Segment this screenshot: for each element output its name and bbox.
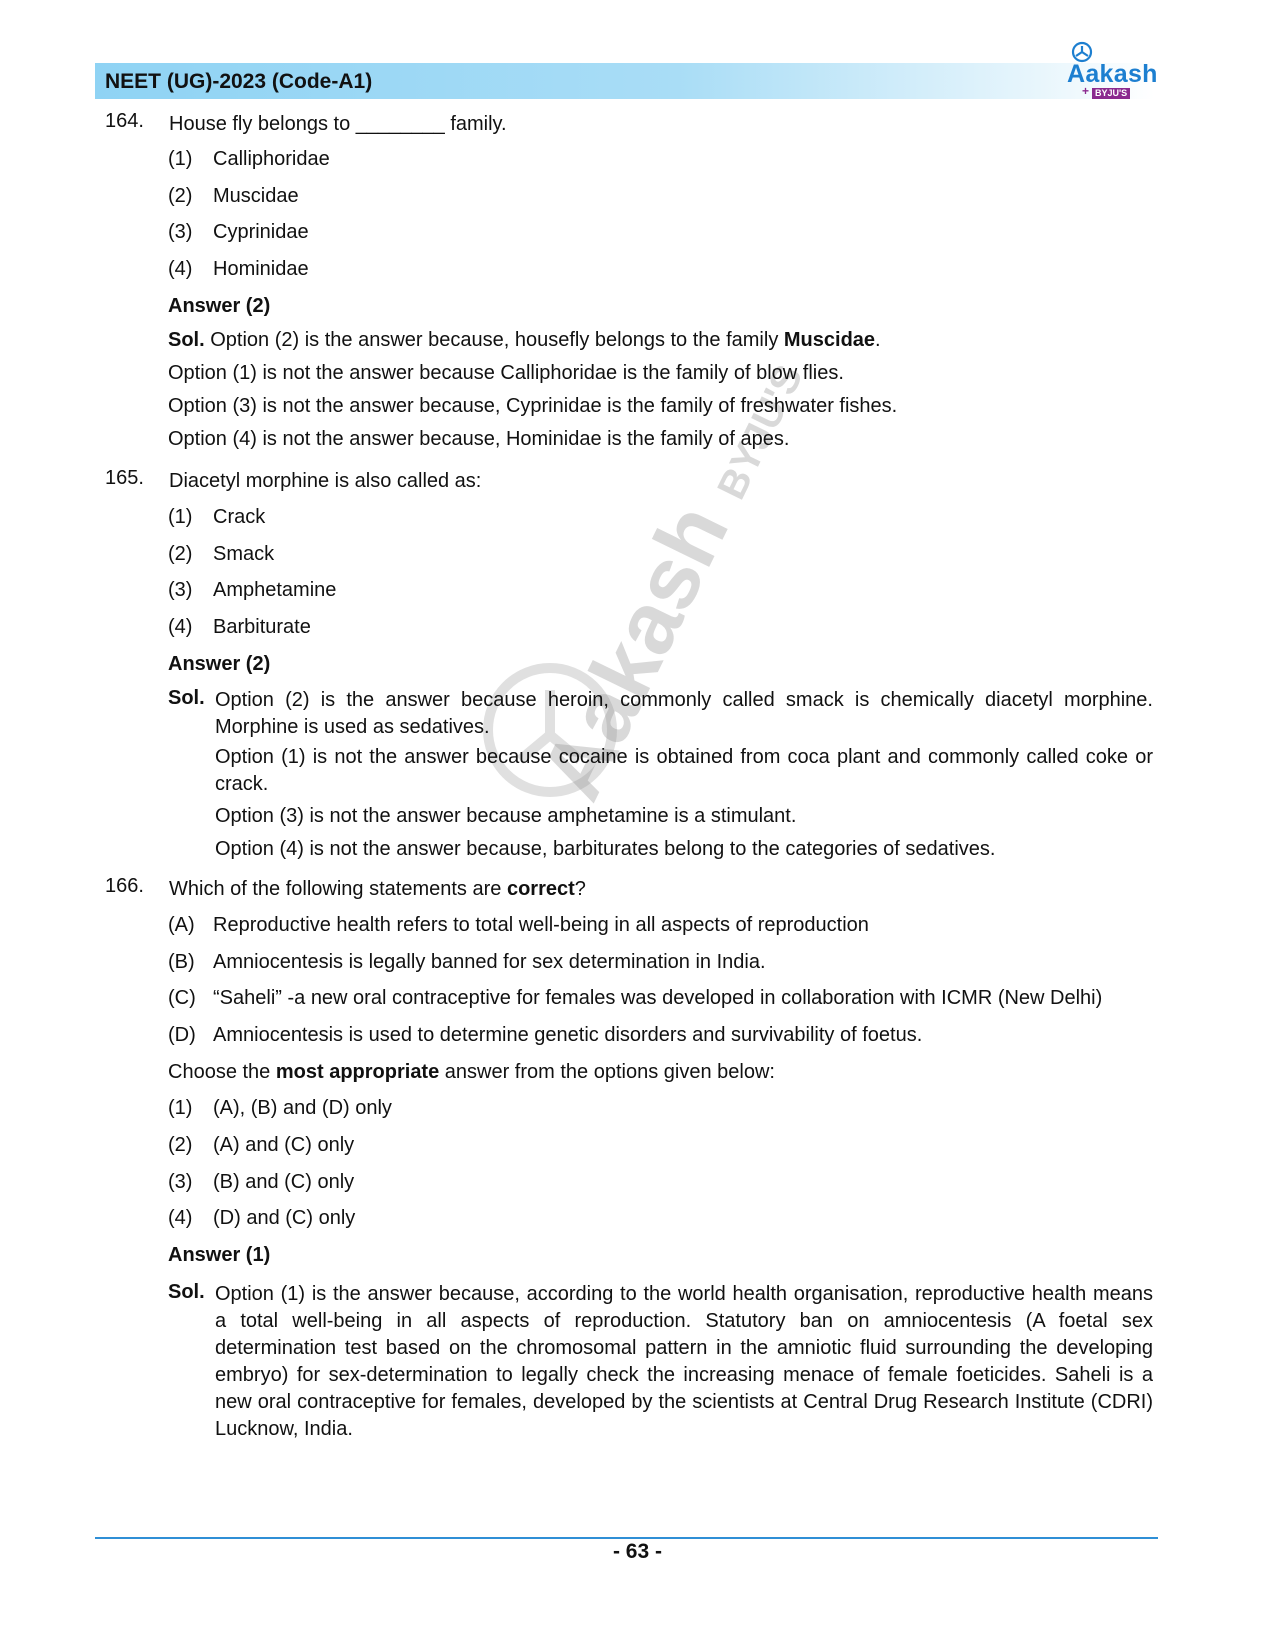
watermark-text: Aakash BYJU'S: [520, 358, 812, 814]
solution-166-text: Option (1) is the answer because, according to the world health organisation, reproductive health means a total well-being in all aspects of reproduction. Statutory ban on amniocentesis (A foetal sex determination test based on the chromosomal pattern in the amniotic fluid surrounding the developing embryo) for sex-determination to legally check the increasing menace of female foeticides. Saheli is a new oral contraceptive for females, developed by the scientists at Central Drug Research Institute (CDRI) Lucknow, India.: [215, 1283, 1153, 1440]
solution-165-para-4: Option (4) is not the answer because, barbiturates belong to the categories of sedatives.: [215, 838, 996, 860]
page-number: - 63 -: [612, 1540, 662, 1563]
option-164-4: (4) Hominidae: [168, 258, 309, 280]
solution-164: Sol. Option (2) is the answer because, housefly belongs to the family Muscidae.: [168, 329, 881, 351]
logo-badge: BYJU'S: [1092, 88, 1130, 99]
solution-165-para-3: Option (3) is not the answer because amphetamine is a stimulant.: [215, 805, 797, 827]
option-166-3: (3) (B) and (C) only: [168, 1171, 355, 1193]
question-number: 165.: [105, 467, 144, 489]
option-165-2: (2) Smack: [168, 543, 275, 565]
statement-C: (C) “Saheli” -a new oral contraceptive for females was developed in collaboration with ICMR (New Delhi): [168, 987, 1103, 1009]
solution-165-para-1: Option (2) is the answer because heroin, commonly called smack is chemically diacetyl morphine. Morphine is used as sedatives.: [215, 689, 1153, 738]
option-165-4: (4) Barbiturate: [168, 616, 311, 638]
solution-165-para-2: Option (1) is not the answer because cocaine is obtained from coca plant and commonly called coke or crack.: [215, 746, 1153, 795]
option-164-1: (1) Calliphoridae: [168, 148, 330, 170]
logo-text: Aakash: [1067, 60, 1158, 88]
footer-rule: [95, 1537, 1158, 1539]
answer-164: Answer (2): [168, 295, 271, 317]
option-166-1: (1) (A), (B) and (D) only: [168, 1097, 392, 1119]
option-164-2: (2) Muscidae: [168, 185, 299, 207]
page-header-title: NEET (UG)-2023 (Code-A1): [105, 70, 373, 93]
choose-instruction: Choose the most appropriate answer from the options given below:: [168, 1061, 775, 1083]
statement-A: (A) Reproductive health refers to total well-being in all aspects of reproduction: [168, 914, 869, 936]
option-165-1: (1) Crack: [168, 506, 266, 528]
statement-B: (B) Amniocentesis is legally banned for sex determination in India.: [168, 951, 766, 973]
question-number: 164.: [105, 110, 144, 132]
solution-164-line-2: Option (3) is not the answer because, Cyprinidae is the family of freshwater fishes.: [168, 395, 898, 417]
solution-label: Sol.: [168, 687, 205, 709]
question-text: Diacetyl morphine is also called as:: [169, 470, 482, 492]
logo-plus: +: [1082, 84, 1090, 98]
answer-165: Answer (2): [168, 653, 271, 675]
statement-D: (D) Amniocentesis is used to determine genetic disorders and survivability of foetus.: [168, 1024, 923, 1046]
solution-164-line-3: Option (4) is not the answer because, Hominidae is the family of apes.: [168, 428, 790, 450]
option-164-3: (3) Cyprinidae: [168, 221, 309, 243]
option-166-4: (4) (D) and (C) only: [168, 1207, 356, 1229]
solution-164-line-1: Option (1) is not the answer because Calliphoridae is the family of blow flies.: [168, 362, 844, 384]
question-text: Which of the following statements are correct?: [169, 878, 586, 900]
question-text: House fly belongs to ________ family.: [169, 113, 507, 135]
option-165-3: (3) Amphetamine: [168, 579, 337, 601]
option-166-2: (2) (A) and (C) only: [168, 1134, 355, 1156]
question-number: 166.: [105, 875, 144, 897]
solution-label: Sol.: [168, 1281, 205, 1303]
answer-166: Answer (1): [168, 1244, 271, 1266]
